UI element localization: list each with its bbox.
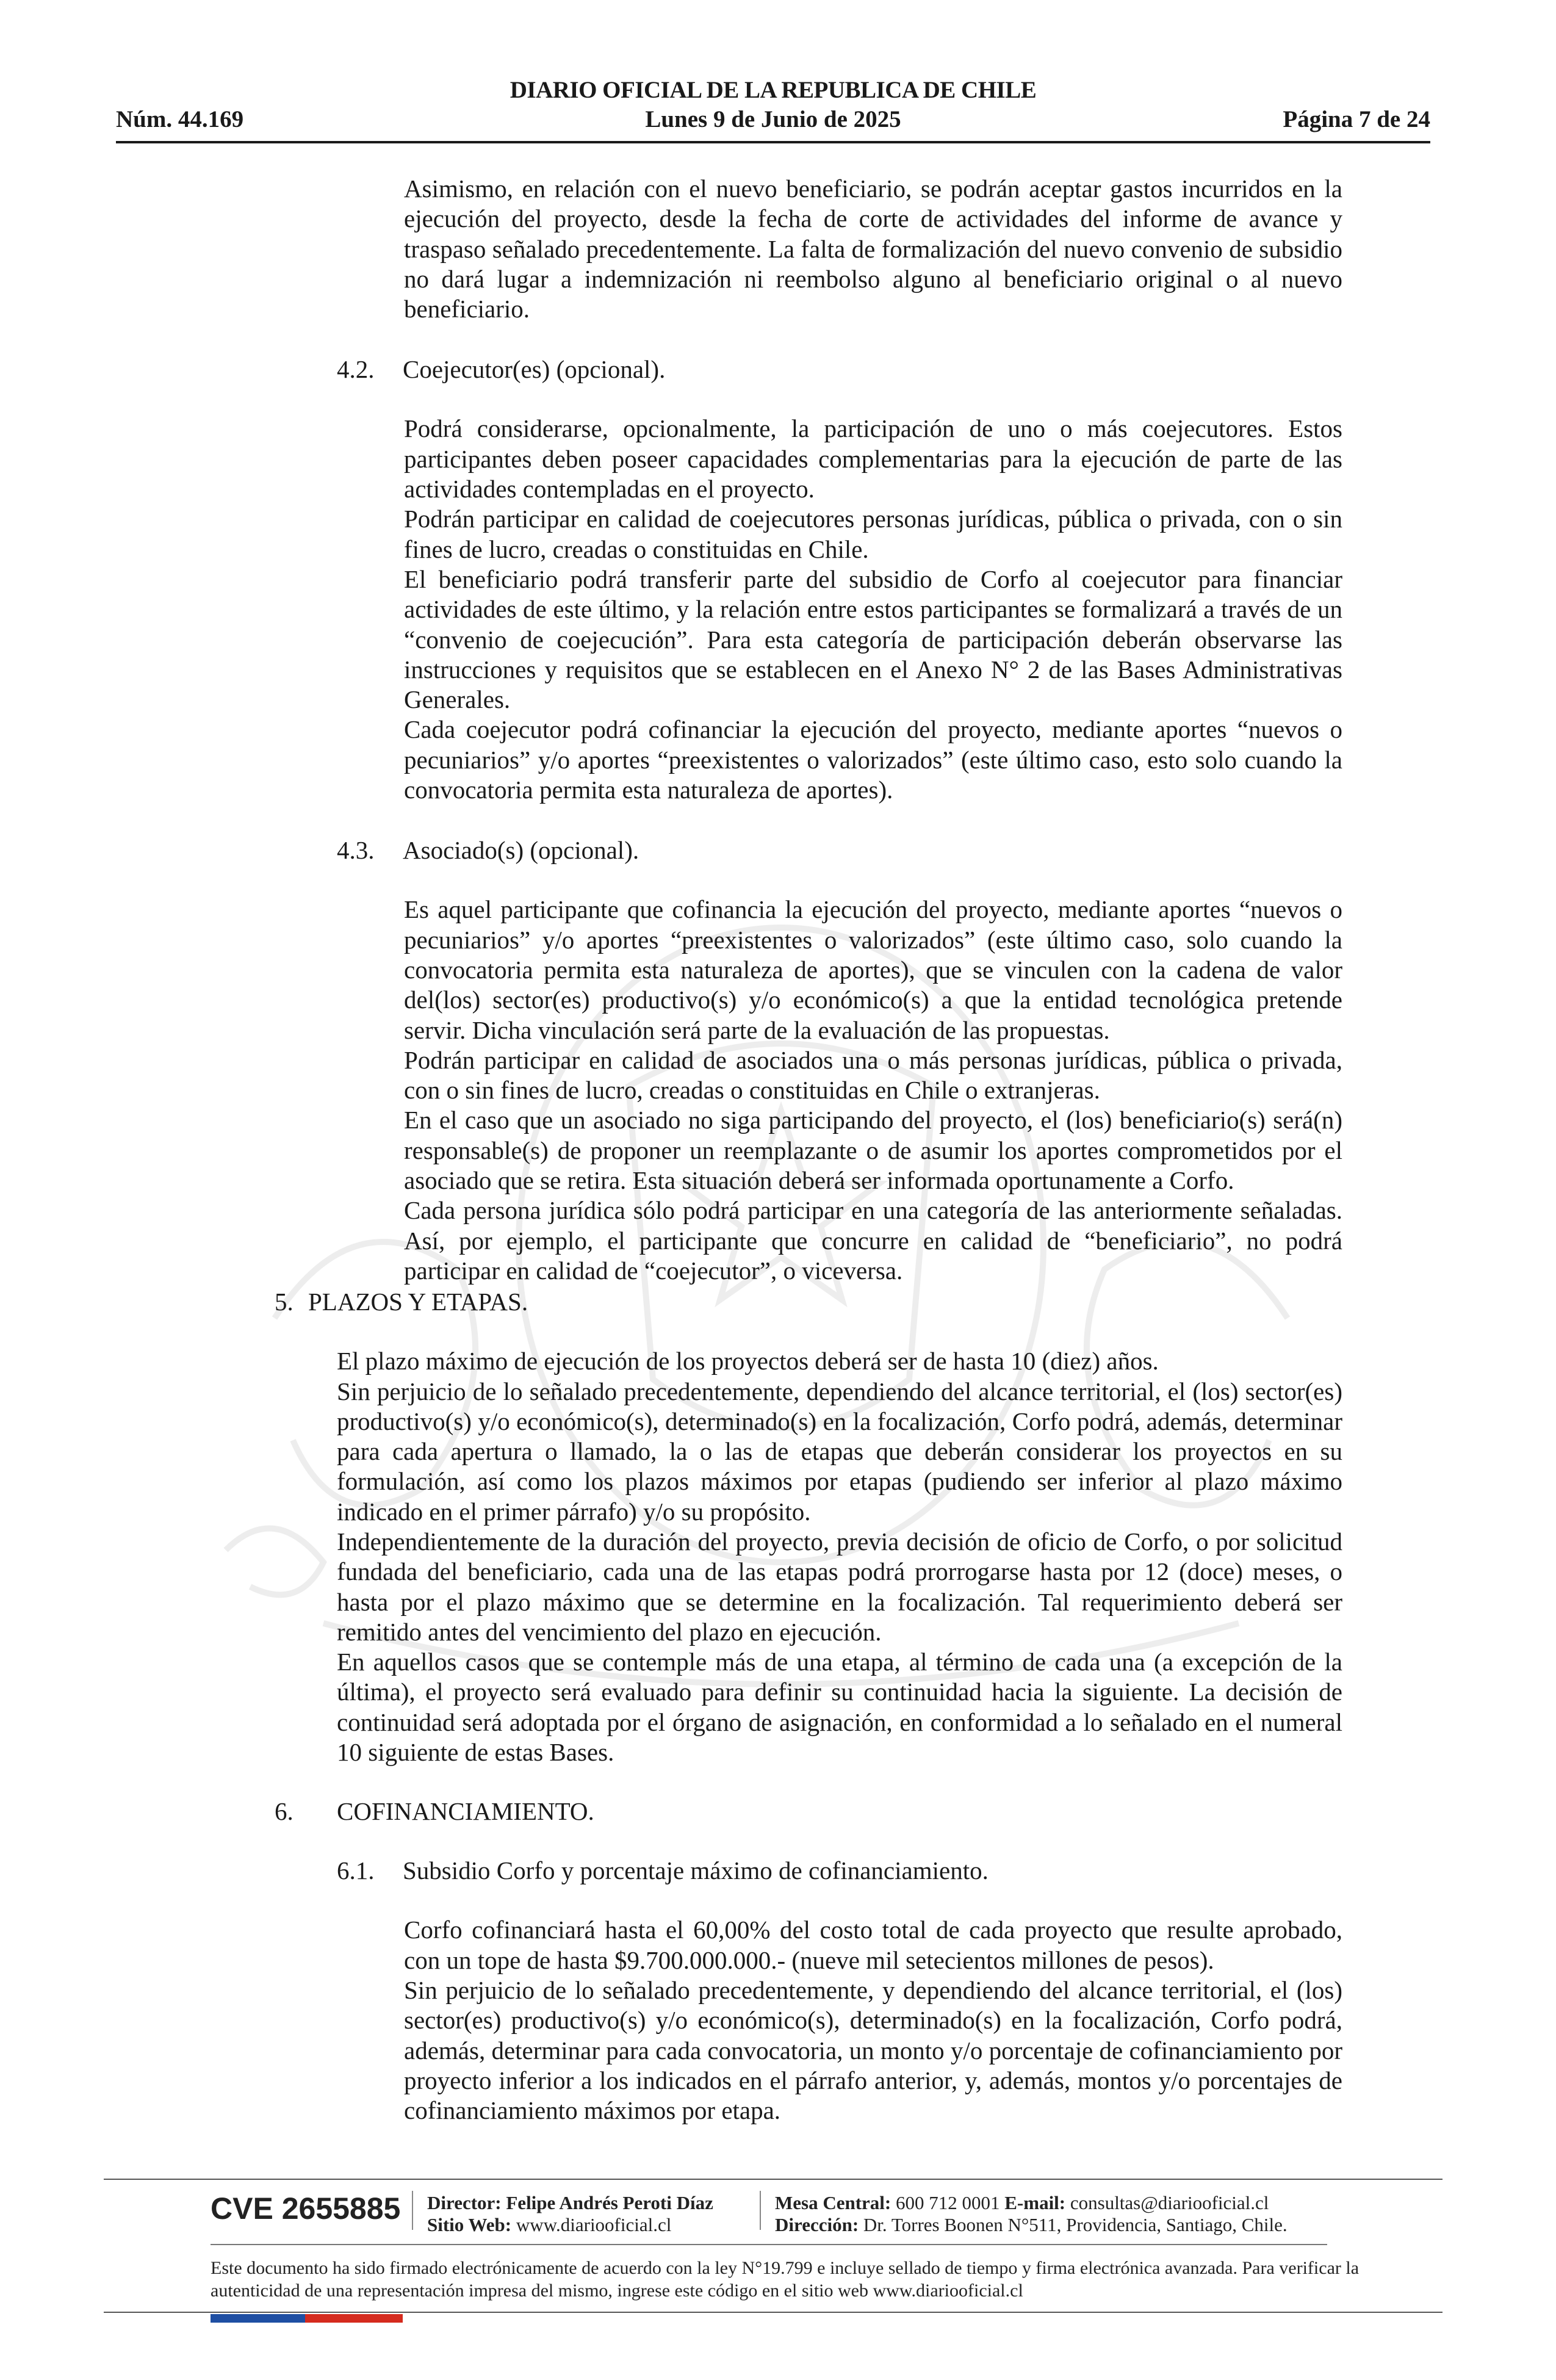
section-5-heading [0, 1287, 1556, 1317]
director-line [427, 2191, 713, 2215]
footer-divider [104, 2312, 1443, 2313]
paragraph: En el caso que un asociado no siga participando del proyecto, el (los) beneficiario(s) será(n) responsable(s) de proponer un reemplazante o de asumir los aportes comprometidos por el asociado que se retira. Esta situación deberá ser informada oportunamente a Corfo. [404, 1106, 1342, 1195]
address-label: Dirección: [775, 2214, 859, 2235]
paragraph: Corfo cofinanciará hasta el 60,00% del costo total de cada proyecto que resulte aprobado, con un tope de hasta $9.700.000.000.- (nueve mil setecientos millones de pesos). [404, 1916, 1342, 1974]
section-number: 6. [275, 1797, 294, 1826]
footer-divider [211, 2244, 1327, 2245]
director-label: Director: [427, 2192, 502, 2213]
section-number: 6.1. [337, 1856, 375, 1885]
paragraph: El beneficiario podrá transferir parte del subsidio de Corfo al coejecutor para financiar actividades de este último, y la relación entre estos participantes se formalizará a través de un “convenio de coejecución”. Para esta categoría de participación deberán observarse las instrucciones y requisitos que se establecen en el Anexo N° 2 de las Bases Administrativas Generales. [404, 564, 1342, 714]
newspaper-title: DIARIO OFICIAL DE LA REPUBLICA DE CHILE [510, 77, 1037, 103]
section-title: Subsidio Corfo y porcentaje máximo de cofinanciamiento. [403, 1856, 989, 1885]
section-number: 4.3. [337, 836, 375, 865]
section-number: 4.2. [337, 355, 375, 384]
page-number: Página 7 de 24 [1283, 106, 1430, 132]
address-line [775, 2213, 1288, 2237]
section-number: 5. [275, 1288, 294, 1316]
paragraph: Cada coejecutor podrá cofinanciar la ejecución del proyecto, mediante aportes “nuevos o pecuniarios” y/o aportes “preexistentes o valorizados” (este último caso, esto solo cuando la convocatoria permita esta naturaleza de aportes). [404, 715, 1342, 804]
footer-divider [104, 2179, 1443, 2180]
mesa-label: Mesa Central: [775, 2192, 891, 2213]
paragraph: Es aquel participante que cofinancia la ejecución del proyecto, mediante aportes “nuevos o pecuniarios” y/o aportes “preexistentes o valorizados” (este último caso, solo cuando la convocatoria permita esta naturaleza de aportes), que se vinculen con la cadena de valor del(los) sector(es) productivo(s) y/o económico(s) a que la entidad tecnológica pretende servir. Dicha vinculación será parte de la evaluación de las propuestas. [404, 895, 1342, 1044]
paragraph: Podrán participar en calidad de asociados una o más personas jurídicas, pública o privada, con o sin fines de lucro, creadas o constituidas en Chile o extranjeras. [404, 1045, 1342, 1105]
section-6-1-heading [0, 1856, 1556, 1886]
page-header [116, 76, 1430, 143]
section-title: COFINANCIAMIENTO. [337, 1797, 594, 1826]
section-title: Asociado(s) (opcional). [403, 836, 639, 865]
document-body [0, 174, 1556, 2126]
mesa-value: 600 712 0001 [896, 2192, 1000, 2213]
footer-separator [760, 2191, 761, 2230]
contact-line [775, 2191, 1269, 2215]
flag-stripe-red [305, 2314, 403, 2323]
section-4-2-heading [0, 355, 1556, 384]
paragraph: Cada persona jurídica sólo podrá participar en una categoría de las anteriormente señaladas. Así, por ejemplo, el participante que concurre en calidad de “beneficiario”, no podrá participar en calidad de “coejecutor”, o viceversa. [404, 1196, 1342, 1285]
section-title: PLAZOS Y ETAPAS. [308, 1288, 528, 1316]
paragraph: Podrá considerarse, opcionalmente, la participación de uno o más coejecutores. Estos participantes deben poseer capacidades complementarias para la ejecución de parte de las actividades contempladas en el proyecto. [404, 414, 1342, 503]
email-link[interactable]: consultas@diariooficial.cl [1070, 2192, 1269, 2213]
paragraph: Podrán participar en calidad de coejecutores personas jurídicas, pública o privada, con o sin fines de lucro, creadas o constituidas en Chile. [404, 505, 1342, 563]
legal-notice: Este documento ha sido firmado electrónicamente de acuerdo con la ley N°19.799 e incluye sellado de tiempo y firma electrónica avanzada. Para verificar la autenticidad de una representación impresa del mismo, ingrese este código en el sitio web www.diariooficial.cl [211, 2258, 1360, 2301]
website-line [427, 2213, 671, 2237]
address-value: Dr. Torres Boonen N°511, Providencia, Santiago, Chile. [863, 2214, 1288, 2235]
paragraph: Independientemente de la duración del proyecto, previa decisión de oficio de Corfo, o por solicitud fundada del beneficiario, cada una de las etapas podrá prorrogarse hasta por 12 (doce) meses, o hasta por el plazo máximo que se determine en la focalización. Tal requerimiento deberá ser remitido antes del vencimiento del plazo en ejecución. [337, 1527, 1342, 1646]
section-6-heading [0, 1797, 1556, 1826]
paragraph: El plazo máximo de ejecución de los proyectos deberá ser de hasta 10 (diez) años. [337, 1347, 1159, 1376]
paragraph: Sin perjuicio de lo señalado precedentemente, dependiendo del alcance territorial, el (los) sector(es) productivo(s) y/o económico(s), determinado(s) en la focalización, Corfo podrá, además, determinar para cada apertura o llamado, la o las de etapas que deberán considerar los proyectos en su formulación, así como los plazos máximos por etapas (pudiendo ser inferior al plazo máximo indicado en el primer párrafo) y/o su propósito. [337, 1377, 1342, 1526]
footer-separator [412, 2191, 413, 2230]
section-title: Coejecutor(es) (opcional). [403, 355, 666, 384]
section-4-3-heading [0, 835, 1556, 865]
paragraph: Sin perjuicio de lo señalado precedentemente, y dependiendo del alcance territorial, el (los) sector(es) productivo(s) y/o económico(s), determinado(s) en la focalización, Corfo podrá, además, determinar para cada convocatoria, un monto y/o porcentaje de cofinanciamiento por proyecto inferior a los indicados en el párrafo anterior, y, además, montos y/o porcentajes de cofinanciamiento máximos por etapa. [404, 1975, 1342, 2125]
issue-date: Lunes 9 de Junio de 2025 [645, 106, 901, 132]
paragraph-intro: Asimismo, en relación con el nuevo beneficiario, se podrán aceptar gastos incurridos en la ejecución del proyecto, desde la fecha de corte de actividades del informe de avance y traspaso señalado precedentemente. La falta de formalización del nuevo convenio de subsidio no dará lugar a indemnización ni reembolso alguno al beneficiario original o al nuevo beneficiario. [404, 175, 1342, 323]
flag-stripe-blue [211, 2314, 305, 2323]
website-label: Sitio Web: [427, 2214, 512, 2235]
website-link[interactable]: www.diariooficial.cl [516, 2214, 672, 2235]
director-name: Felipe Andrés Peroti Díaz [506, 2192, 713, 2213]
paragraph: En aquellos casos que se contemple más de una etapa, al término de cada una (a excepción de la última), el proyecto será evaluado para definir su continuidad hacia la siguiente. La decisión de continuidad será adoptada por el órgano de asignación, en conformidad a lo señalado en el numeral 10 siguiente de estas Bases. [337, 1648, 1342, 1767]
issue-number: Núm. 44.169 [116, 106, 244, 132]
header-divider [116, 141, 1430, 143]
cve-code: CVE 2655885 [211, 2191, 401, 2226]
email-label: E-mail: [1004, 2192, 1066, 2213]
